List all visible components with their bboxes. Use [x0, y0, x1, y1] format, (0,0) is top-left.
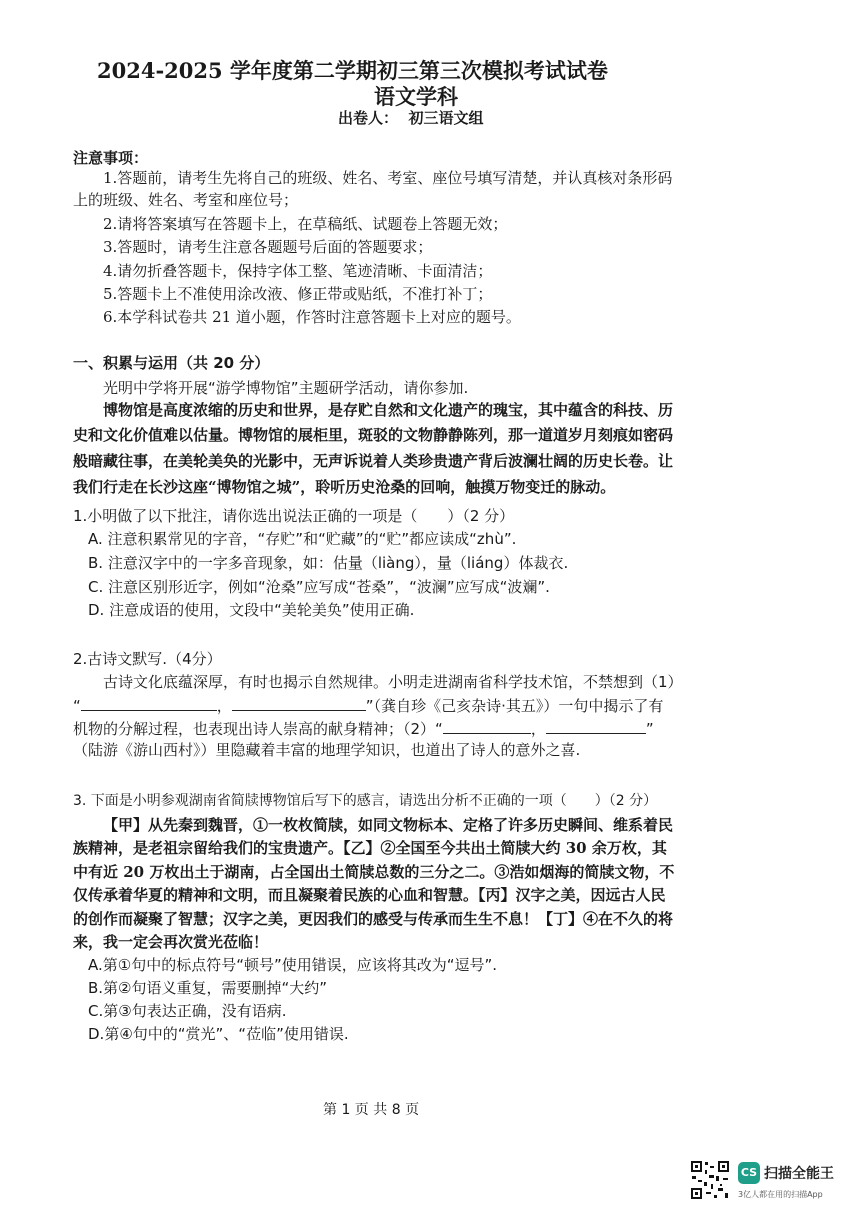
notice-heading: 注意事项：	[73, 149, 149, 167]
answer-blank-1b[interactable]	[232, 696, 366, 711]
q2-line	[73, 719, 654, 739]
q1-option-c: C. 注意区别形近字，例如“沧桑”应写成“苍桑”，“波澜”应写成“波斓”.	[88, 578, 550, 596]
q3-stem: 3. 下面是小明参观湖南省简牍博物馆后写下的感言，请选出分析不正确的一项（ ）（2 分）	[73, 793, 658, 809]
section1-heading: 一、积累与运用（共 20 分）	[73, 354, 270, 372]
q3-passage-line: 仅传承着华夏的精神和文明，而且凝聚着民族的心血和智慧。【丙】汉字之美，因远古人民	[73, 886, 666, 904]
close-quote: ”	[645, 720, 654, 738]
q1-option-b: B. 注意汉字中的一字多音现象，如：估量（liàng），量（liáng）体裁衣.	[88, 554, 569, 572]
q2-line2-tail: ”（龚自珍《己亥杂诗·其五》）一句中揭示了有	[365, 697, 664, 715]
exam-title: 2024-2025 学年度第二学期初三第三次模拟考试试卷	[97, 58, 608, 83]
passage-line: 史和文化价值难以估量。博物馆的展柜里，斑驳的文物静静陈列，那一道道岁月刻痕如密码	[73, 426, 674, 444]
author-name: 初三语文组	[408, 109, 484, 127]
q1-option-a: A. 注意积累常见的字音，“存贮”和“贮藏”的“贮”都应读成“zhù”.	[88, 530, 517, 548]
author-line	[338, 108, 483, 128]
q3-passage-line: 中有近 20 万枚出土于湖南，占全国出土简牍总数的三分之二。③浩如烟海的简牍文物，不	[73, 863, 675, 881]
answer-blank-1a[interactable]	[81, 696, 217, 711]
q3-passage-line: 的创作而凝聚了智慧；汉字之美，更因我们的感受与传承而生生不息！【丁】④在不久的将	[73, 910, 674, 928]
q3-option-c: C.第③句表达正确，没有语病.	[88, 1002, 287, 1020]
q3-passage-line: 来，我一定会再次赏光莅临！	[73, 933, 269, 951]
notice-line: 2.请将答案填写在答题卡上，在草稿纸、试题卷上答题无效；	[103, 215, 508, 233]
section1-intro: 光明中学将开展“游学博物馆”主题研学活动，请你参加.	[103, 379, 469, 397]
notice-line: 5.答题卡上不准使用涂改液、修正带或贴纸，不准打补丁；	[103, 285, 493, 303]
open-quote: “	[73, 697, 81, 715]
q1-stem: 1.小明做了以下批注，请你选出说法正确的一项是（ ）（2 分）	[73, 507, 515, 525]
comma: ，	[530, 720, 546, 738]
q2-stem: 2.古诗文默写.（4分）	[73, 650, 222, 668]
passage-line: 我们行走在长沙这座“博物馆之城”，聆听历史沧桑的回响，触摸万物变迁的脉动。	[73, 478, 616, 496]
q2-line3-head: 机物的分解过程，也表现出诗人崇高的献身精神；（2）“	[73, 720, 443, 738]
passage-line: 博物馆是高度浓缩的历史和世界，是存贮自然和文化遗产的瑰宝，其中蕴含的科技、历	[103, 401, 674, 419]
answer-blank-2a[interactable]	[443, 719, 531, 734]
q3-option-b: B.第②句语义重复，需要删掉“大约”	[88, 979, 328, 997]
notice-line: 3.答题时，请考生注意各题题号后面的答题要求；	[103, 238, 433, 256]
page-number: 第 1 页 共 8 页	[323, 1102, 420, 1118]
scanner-brand-name: 扫描全能王	[764, 1166, 834, 1182]
subject-title: 语文学科	[374, 84, 458, 109]
notice-line: 上的班级、姓名、考室和座位号；	[73, 191, 299, 209]
scanner-logo-icon: CS	[738, 1162, 760, 1184]
q2-line: 古诗文化底蕴深厚，有时也揭示自然规律。小明走进湖南省科学技术馆，不禁想到（1）	[103, 673, 683, 691]
q2-line: （陆游《游山西村》）里隐藏着丰富的地理学知识，也道出了诗人的意外之喜.	[73, 741, 581, 759]
notice-line: 1.答题前，请考生先将自己的班级、姓名、考室、座位号填写清楚，并认真核对条形码	[103, 169, 673, 187]
author-label: 出卷人：	[338, 109, 399, 127]
notice-line: 4.请勿折叠答题卡，保持字体工整、笔迹清晰、卡面清洁；	[103, 262, 493, 280]
q1-option-d: D. 注意成语的使用，文段中“美轮美奂”使用正确.	[88, 601, 415, 619]
answer-blank-2b[interactable]	[546, 719, 646, 734]
q3-option-d: D.第④句中的“赏光”、“莅临”使用错误.	[88, 1025, 349, 1043]
q3-option-a: A.第①句中的标点符号“顿号”使用错误，应该将其改为“逗号”.	[88, 956, 498, 974]
q2-line	[73, 696, 663, 716]
qr-code-icon	[690, 1160, 730, 1200]
q3-passage-line: 【甲】从先秦到魏晋，①一枚枚简牍，如同文物标本、定格了许多历史瞬间、维系着民	[103, 816, 674, 834]
q3-passage-line: 族精神，是老祖宗留给我们的宝贵遗产。【乙】②全国至今共出土简牍大约 30 余万枚，其	[73, 839, 667, 857]
scanner-tagline: 3亿人都在用的扫描App	[738, 1190, 823, 1199]
comma: ，	[216, 697, 232, 715]
passage-line: 般暗藏往事，在美轮美奂的光影中，无声诉说着人类珍贵遗产背后波澜壮阔的历史长卷。让	[73, 452, 674, 470]
notice-line: 6.本学科试卷共 21 道小题，作答时注意答题卡上对应的题号。	[103, 308, 521, 326]
